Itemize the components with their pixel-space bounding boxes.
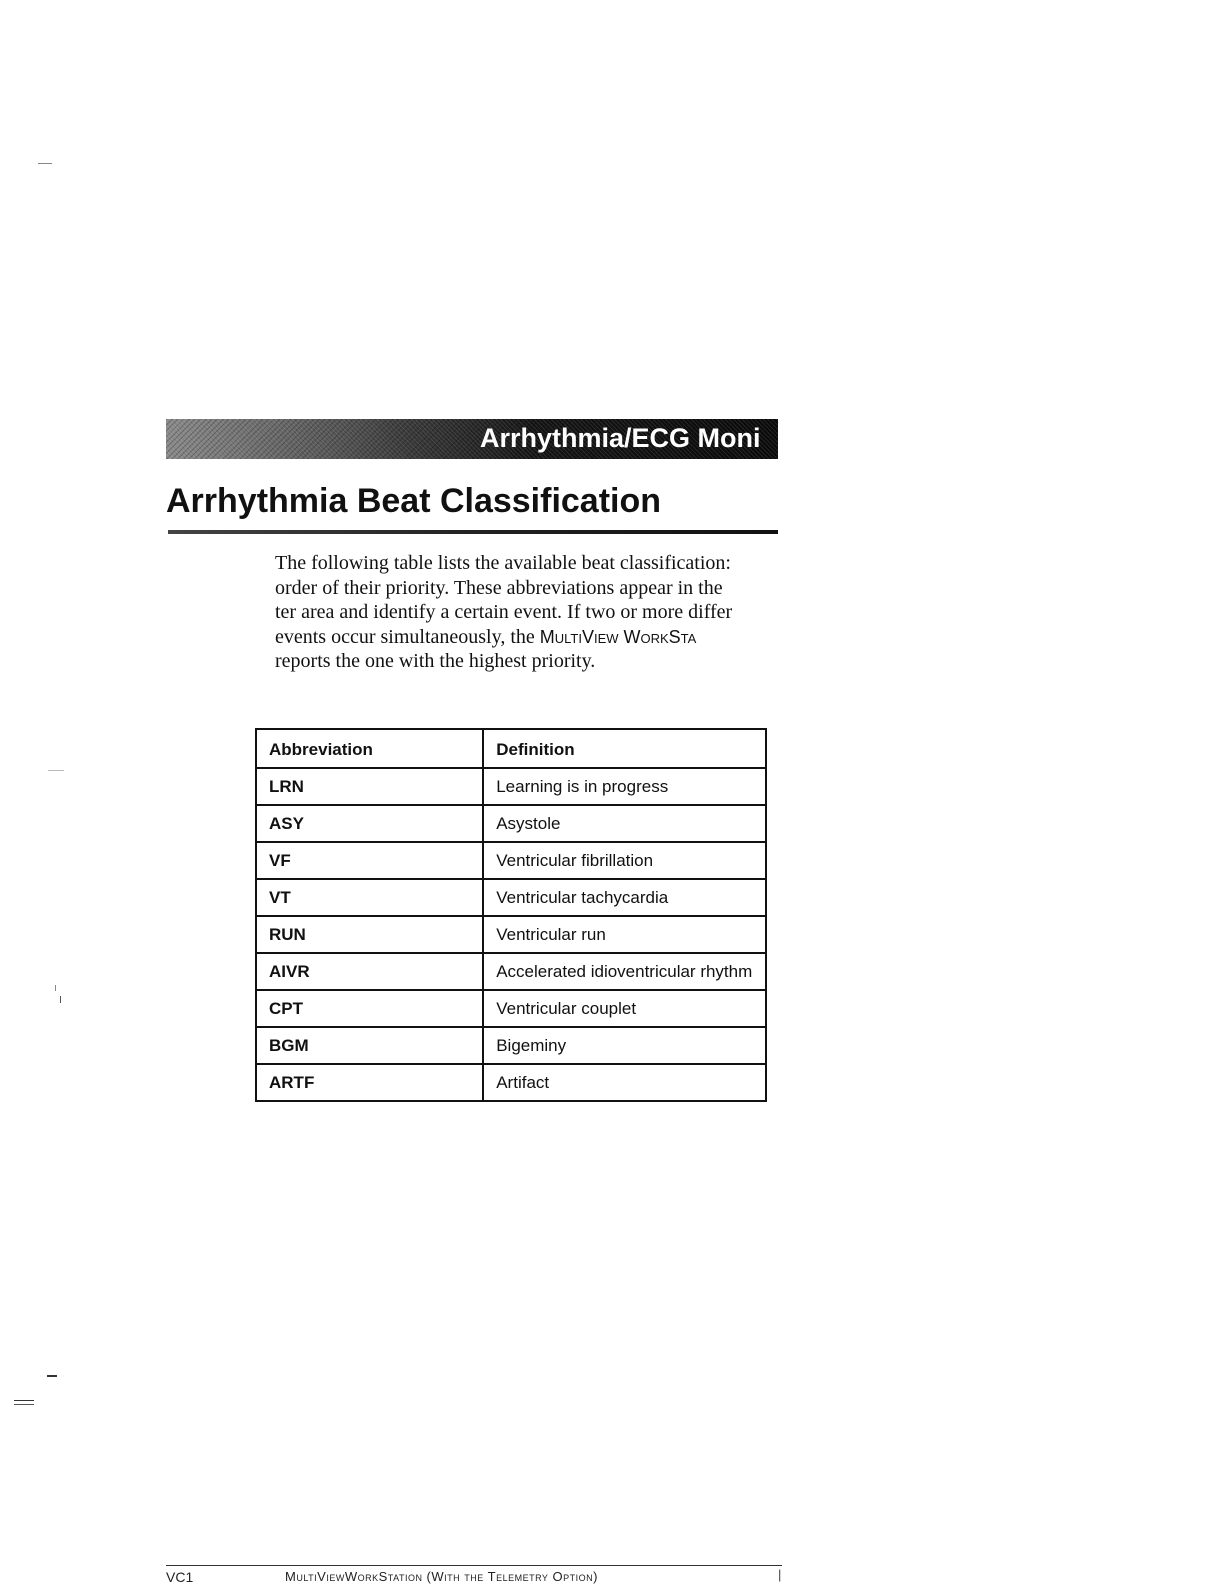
abbreviation-cell: ARTF	[256, 1064, 483, 1101]
page-title: Arrhythmia Beat Classification	[166, 482, 662, 520]
section-header-title: Arrhythmia/ECG Moni	[480, 423, 761, 453]
table-row	[256, 842, 766, 879]
section-header-bar	[166, 419, 778, 459]
scan-artifact	[60, 996, 61, 1003]
abbreviation-cell: ASY	[256, 805, 483, 842]
intro-text: events occur simultaneously, the	[275, 625, 540, 648]
scan-artifact	[38, 163, 52, 164]
abbreviation-cell: CPT	[256, 990, 483, 1027]
column-header-abbreviation: Abbreviation	[256, 729, 483, 768]
footer-running-title: MultiViewWorkStation (With the Telemetry Option)	[285, 1569, 598, 1584]
table-row	[256, 1027, 766, 1064]
abbreviation-cell: RUN	[256, 916, 483, 953]
intro-line	[275, 625, 778, 650]
intro-line: ter area and identify a certain event. If two or more differ	[275, 601, 733, 623]
table-row	[256, 953, 766, 990]
footer-rule	[166, 1565, 782, 1566]
abbreviation-cell: VF	[256, 842, 483, 879]
abbreviation-cell: BGM	[256, 1027, 483, 1064]
definition-cell: Learning is in progress	[483, 768, 766, 805]
definition-cell: Ventricular run	[483, 916, 766, 953]
definition-cell: Ventricular couplet	[483, 990, 766, 1027]
beat-classification-table	[255, 728, 767, 1102]
definition-cell: Bigeminy	[483, 1027, 766, 1064]
product-name: MultiView	[539, 626, 619, 647]
abbreviation-cell: LRN	[256, 768, 483, 805]
table-row	[256, 990, 766, 1027]
scan-artifact	[47, 1375, 57, 1377]
table-row	[256, 916, 766, 953]
definition-cell: Ventricular fibrillation	[483, 842, 766, 879]
table-row	[256, 768, 766, 805]
definition-cell: Accelerated idioventricular rhythm	[483, 953, 766, 990]
intro-line: reports the one with the highest priority.	[275, 650, 596, 672]
scan-artifact	[14, 1400, 34, 1401]
product-name: WorkSta	[623, 626, 697, 647]
intro-line: order of their priority. These abbreviations appear in the	[275, 576, 723, 599]
footer-page-id: VC1	[166, 1569, 194, 1585]
scan-artifact	[48, 770, 64, 771]
table-row	[256, 805, 766, 842]
abbreviation-cell: VT	[256, 879, 483, 916]
definition-cell: Asystole	[483, 805, 766, 842]
scan-artifact	[55, 985, 56, 991]
title-rule	[168, 530, 778, 534]
scan-artifact	[14, 1404, 34, 1405]
definition-cell: Artifact	[483, 1064, 766, 1101]
definition-cell: Ventricular tachycardia	[483, 879, 766, 916]
table-header-row	[256, 729, 766, 768]
intro-line: The following table lists the available beat classification:	[275, 552, 731, 574]
table-row	[256, 879, 766, 916]
intro-paragraph	[275, 551, 778, 674]
footer-right-mark: |	[778, 1567, 782, 1582]
abbreviation-cell: AIVR	[256, 953, 483, 990]
table-row	[256, 1064, 766, 1101]
column-header-definition: Definition	[483, 729, 766, 768]
